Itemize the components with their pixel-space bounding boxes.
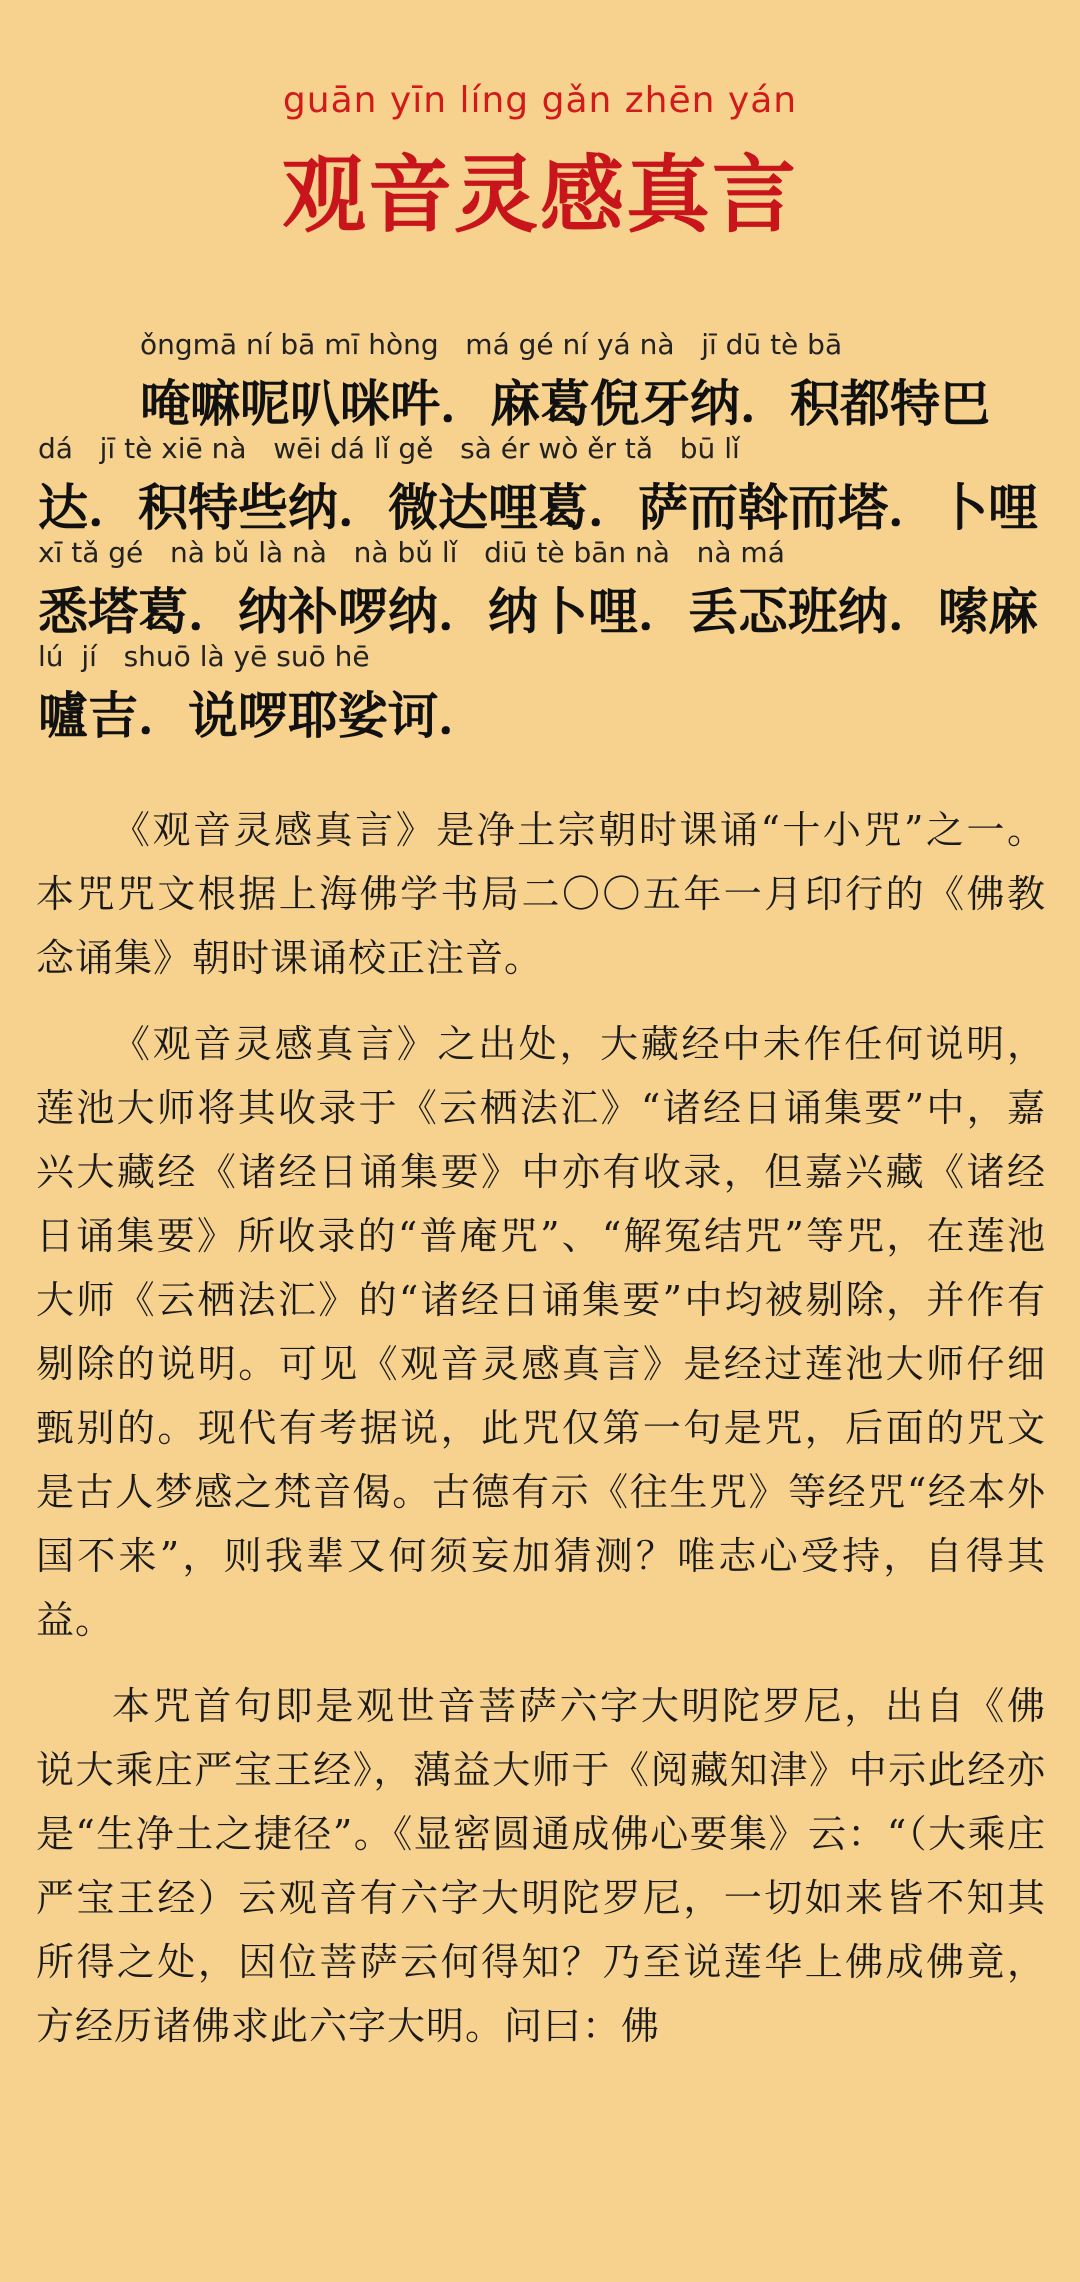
paragraph-3: 本咒首句即是观世音菩萨六字大明陀罗尼，出自《佛说大乘庄严宝王经》，蕅益大师于《阅藏知津》中示此经亦是“生净土之捷径”。《显密圆通成佛心要集》云：“（大乘庄严宝王经）云观音有六字大明陀罗尼，一切如来皆不知其所得之处，因位菩萨云何得知？乃至说莲华上佛成佛竟，方经历诸佛求此六字大明。问曰：佛 [36,1684,1046,2048]
mantra-line [38,640,1048,744]
paragraph-1: 《观音灵感真言》是净土宗朝时课诵“十小咒”之一。本咒咒文根据上海佛学书局二〇〇五年一月印行的《佛教念诵集》朝时课诵校正注音。 [36,808,1046,980]
mantra-pinyin: ǒngmā ní bā mī hòng má gé ní yá nà jī dū tè bā [140,328,843,361]
mantra-block [38,328,1048,744]
body-text [36,798,1046,2080]
mantra-hanzi: 达．积特些纳．微达哩葛．萨而斡而塔．卜哩 [38,479,1038,537]
mantra-pinyin: dá jī tè xiē nà wēi dá lǐ gě sà ér wò ěr tǎ bū lǐ [38,432,740,465]
mantra-pinyin: lú jí shuō là yē suō hē [38,640,370,673]
paragraph-2: 《观音灵感真言》之出处，大藏经中未作任何说明，莲池大师将其收录于《云栖法汇》“诸经日诵集要”中，嘉兴大藏经《诸经日诵集要》中亦有收录，但嘉兴藏《诸经日诵集要》所收录的“普庵咒”、“解冤结咒”等咒，在莲池大师《云栖法汇》的“诸经日诵集要”中均被剔除，并作有剔除的说明。可见《观音灵感真言》是经过莲池大师仔细甄别的。现代有考据说，此咒仅第一句是咒，后面的咒文是古人梦感之梵音偈。古德有示《往生咒》等经咒“经本外国不来”，则我辈又何须妄加猜测？唯志心受持，自得其益。 [36,1022,1046,1642]
mantra-pinyin: xī tǎ gé nà bǔ là nà nà bǔ lǐ diū tè bān nà nà má [38,536,785,569]
mantra-line [38,536,1048,640]
mantra-hanzi: 悉塔葛．纳补啰纳．纳卜哩．丢忑班纳．嗦麻 [38,583,1038,641]
mantra-line [38,328,1048,432]
title-pinyin: guān yīn líng gǎn zhēn yán [282,80,798,121]
page-title: 观音灵感真言 [281,145,798,244]
mantra-hanzi: 唵嘛呢叭咪吽．麻葛倪牙纳．积都特巴 [140,375,990,433]
mantra-hanzi: 嚧吉．说啰耶娑诃． [38,687,488,745]
mantra-line [38,432,1048,536]
